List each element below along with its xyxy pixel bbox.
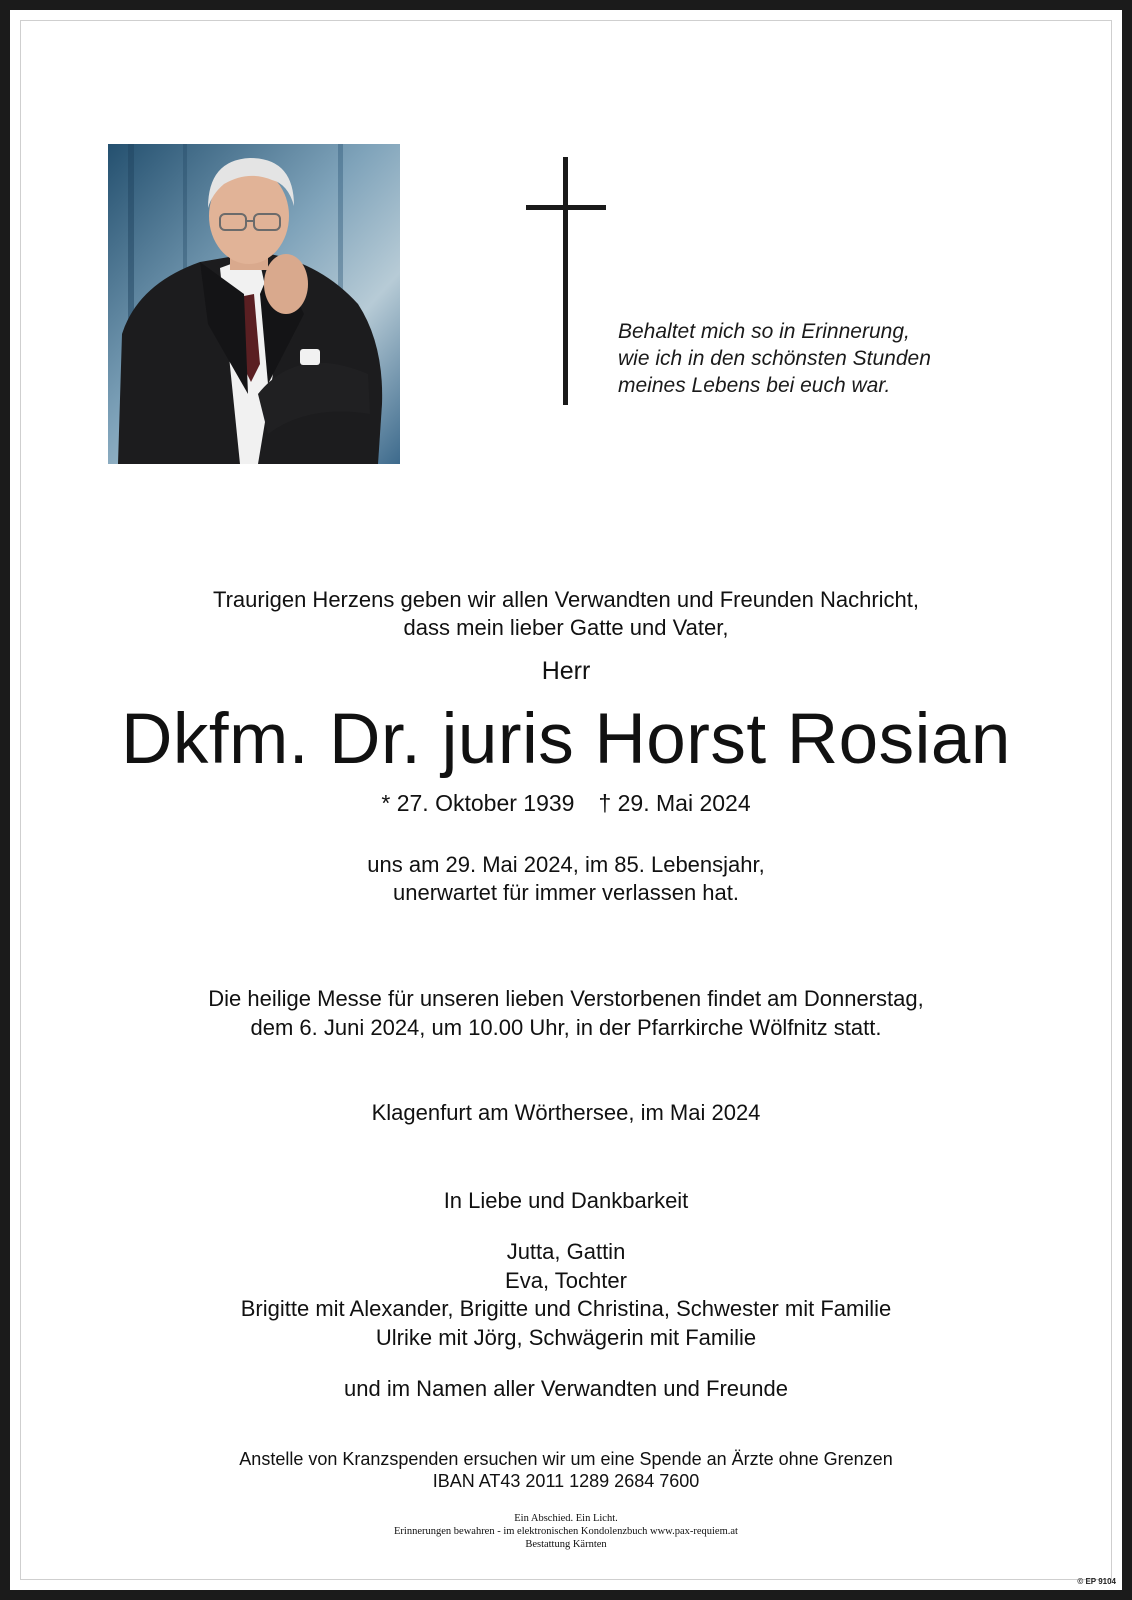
- announcement-intro: [20, 586, 1112, 642]
- mourner-entry: Jutta, Gattin: [506, 1239, 626, 1264]
- intro-line: Traurigen Herzens geben wir allen Verwandten und Freunden Nachricht,: [212, 587, 920, 612]
- death-date: † 29. Mai 2024: [598, 790, 751, 816]
- print-code: © EP 9104: [1077, 1577, 1116, 1586]
- mass-announcement: [20, 984, 1112, 1042]
- birth-date: * 27. Oktober 1939: [381, 790, 575, 816]
- quote-line: wie ich in den schönsten Stunden: [618, 347, 931, 370]
- place-and-date: Klagenfurt am Wörthersee, im Mai 2024: [371, 1100, 761, 1125]
- mourners-list: [20, 1238, 1112, 1352]
- iban-line: IBAN AT43 2011 1289 2684 7600: [432, 1471, 700, 1491]
- intro-line: dass mein lieber Gatte und Vater,: [403, 615, 729, 640]
- cross-vertical-bar: [563, 157, 568, 405]
- deceased-name: Dkfm. Dr. juris Horst Rosian: [121, 700, 1011, 779]
- quote-line: Behaltet mich so in Erinnerung,: [618, 320, 910, 343]
- life-dates: [20, 788, 1112, 818]
- donation-line: Anstelle von Kranzspenden ersuchen wir um eine Spende an Ärzte ohne Grenzen: [239, 1449, 893, 1469]
- mass-line: dem 6. Juni 2024, um 10.00 Uhr, in der Pfarrkirche Wölfnitz statt.: [250, 1015, 882, 1040]
- quote-line: meines Lebens bei euch war.: [618, 374, 891, 397]
- closing-line: und im Namen aller Verwandten und Freunde: [344, 1376, 788, 1401]
- memorial-quote: [618, 318, 931, 399]
- portrait-photo: [108, 144, 400, 464]
- footer-line: Bestattung Kärnten: [525, 1539, 607, 1550]
- passing-line: uns am 29. Mai 2024, im 85. Lebensjahr,: [367, 852, 765, 877]
- footer-line: Erinnerungen bewahren - im elektronischen Kondolenzbuch www.pax-requiem.at: [394, 1526, 738, 1537]
- footer-line: Ein Abschied. Ein Licht.: [514, 1513, 618, 1524]
- salutation: Herr: [541, 657, 591, 685]
- passing-text: [20, 851, 1112, 907]
- footer-notes: [20, 1512, 1112, 1551]
- love-gratitude: In Liebe und Dankbarkeit: [443, 1188, 689, 1213]
- mourner-entry: Ulrike mit Jörg, Schwägerin mit Familie: [375, 1324, 757, 1350]
- donation-request: [20, 1448, 1112, 1492]
- mass-line: Die heilige Messe für unseren lieben Verstorbenen findet am Donnerstag,: [208, 986, 924, 1011]
- mourner-entry: Eva, Tochter: [505, 1267, 627, 1293]
- mourner-entry: Brigitte mit Alexander, Brigitte und Christina, Schwester mit Familie: [240, 1296, 892, 1321]
- passing-line: unerwartet für immer verlassen hat.: [392, 880, 740, 905]
- cross-horizontal-bar: [526, 205, 606, 210]
